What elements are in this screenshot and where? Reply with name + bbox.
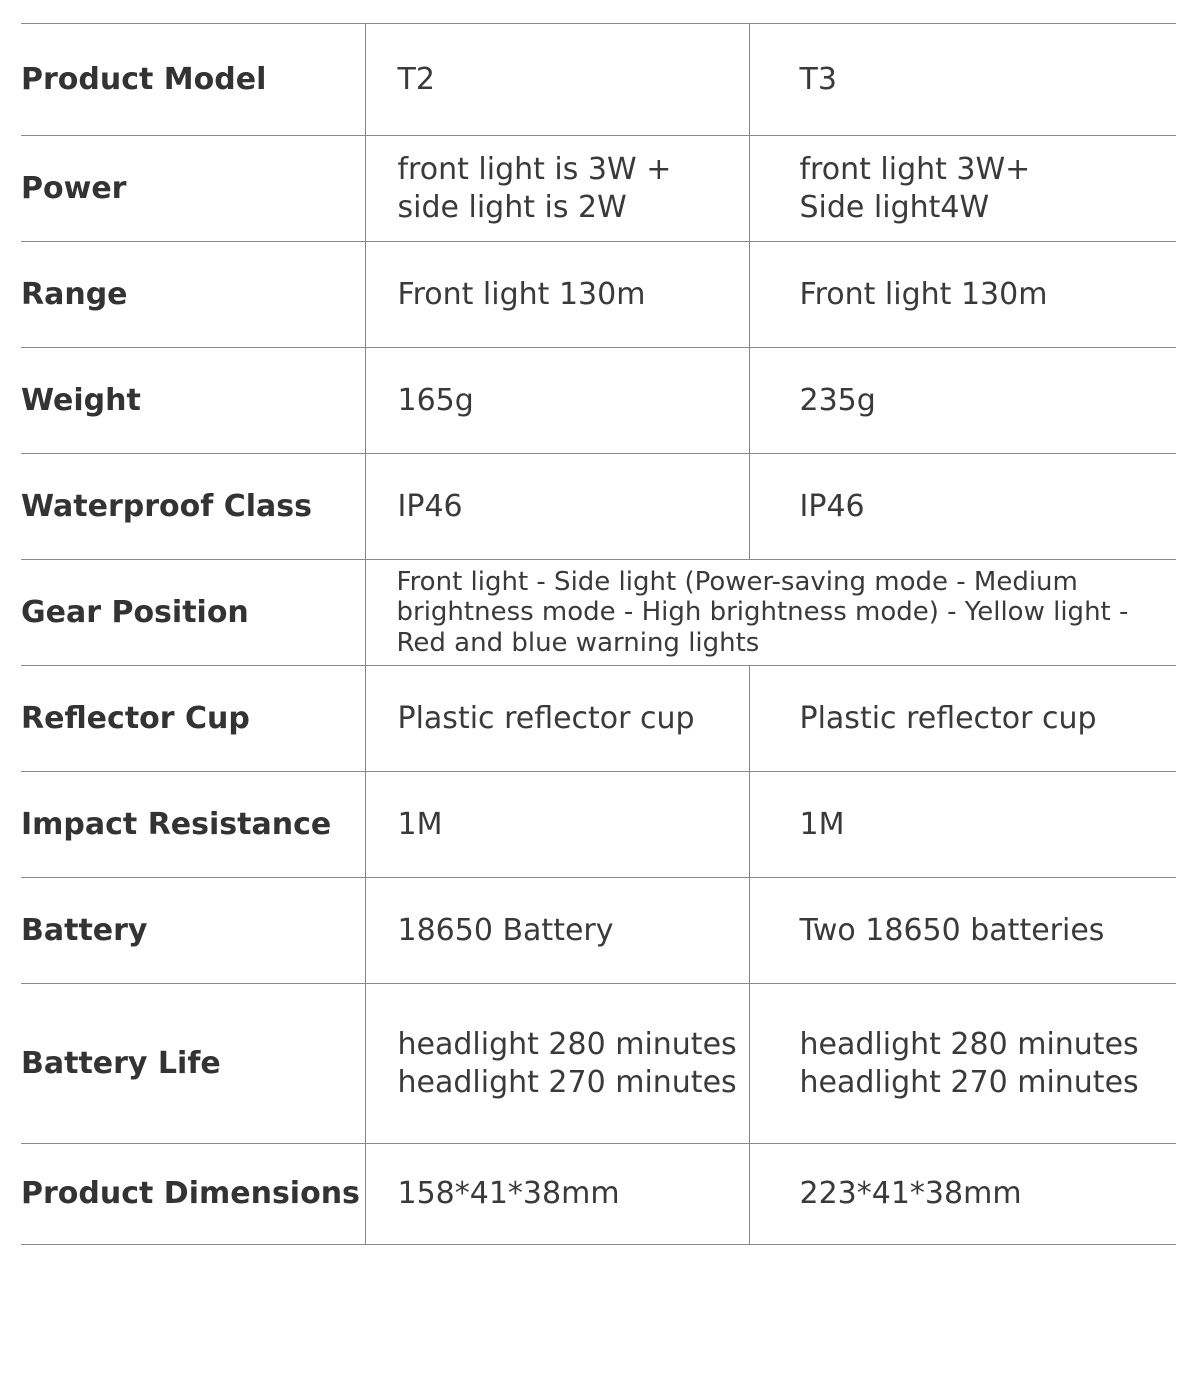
cell-t2: Plastic reflector cup — [365, 666, 749, 772]
table-row-battery-life — [21, 984, 1176, 1144]
cell-t2: Front light 130m — [365, 242, 749, 348]
cell-t3: Front light 130m — [749, 242, 1176, 348]
cell-t3: front light 3W+ Side light4W — [749, 136, 1176, 242]
table-row-range — [21, 242, 1176, 348]
row-label: Battery Life — [21, 1045, 221, 1081]
table-row-power — [21, 136, 1176, 242]
row-label: Weight — [21, 382, 141, 418]
table-row-battery — [21, 878, 1176, 984]
row-label: Product Model — [21, 61, 267, 97]
row-label: Battery — [21, 912, 148, 948]
cell-t3: IP46 — [749, 454, 1176, 560]
cell-t2: 18650 Battery — [365, 878, 749, 984]
cell-t2: headlight 280 minutes headlight 270 minutes — [365, 984, 749, 1144]
cell-t2: T2 — [365, 24, 749, 136]
table-row-impact-resistance — [21, 772, 1176, 878]
cell-t3: 223*41*38mm — [749, 1144, 1176, 1245]
table-row-product-model — [21, 24, 1176, 136]
table-row-product-dimensions — [21, 1144, 1176, 1245]
cell-t3: 1M — [749, 772, 1176, 878]
spec-comparison-table — [21, 23, 1176, 1245]
cell-t3: Two 18650 batteries — [749, 878, 1176, 984]
table-row-reflector-cup — [21, 666, 1176, 772]
row-label: Waterproof Class — [21, 488, 312, 524]
cell-t2: 158*41*38mm — [365, 1144, 749, 1245]
row-label: Impact Resistance — [21, 806, 332, 842]
table-row-gear-position — [21, 560, 1176, 666]
cell-t2: front light is 3W + side light is 2W — [365, 136, 749, 242]
row-label: Reflector Cup — [21, 700, 250, 736]
cell-t3: T3 — [749, 24, 1176, 136]
cell-shared: Front light - Side light (Power-saving mode - Medium brightness mode - High brightness mode) - Yellow light - Red and blue warning lights — [365, 560, 1176, 666]
row-label: Range — [21, 276, 128, 312]
cell-t2: 165g — [365, 348, 749, 454]
cell-t2: 1M — [365, 772, 749, 878]
table-row-weight — [21, 348, 1176, 454]
cell-t2: IP46 — [365, 454, 749, 560]
cell-t3: 235g — [749, 348, 1176, 454]
row-label: Power — [21, 170, 127, 206]
table-row-waterproof-class — [21, 454, 1176, 560]
cell-t3: Plastic reflector cup — [749, 666, 1176, 772]
row-label: Gear Position — [21, 594, 249, 630]
row-label: Product Dimensions — [21, 1176, 360, 1211]
cell-t3: headlight 280 minutes headlight 270 minutes — [749, 984, 1176, 1144]
